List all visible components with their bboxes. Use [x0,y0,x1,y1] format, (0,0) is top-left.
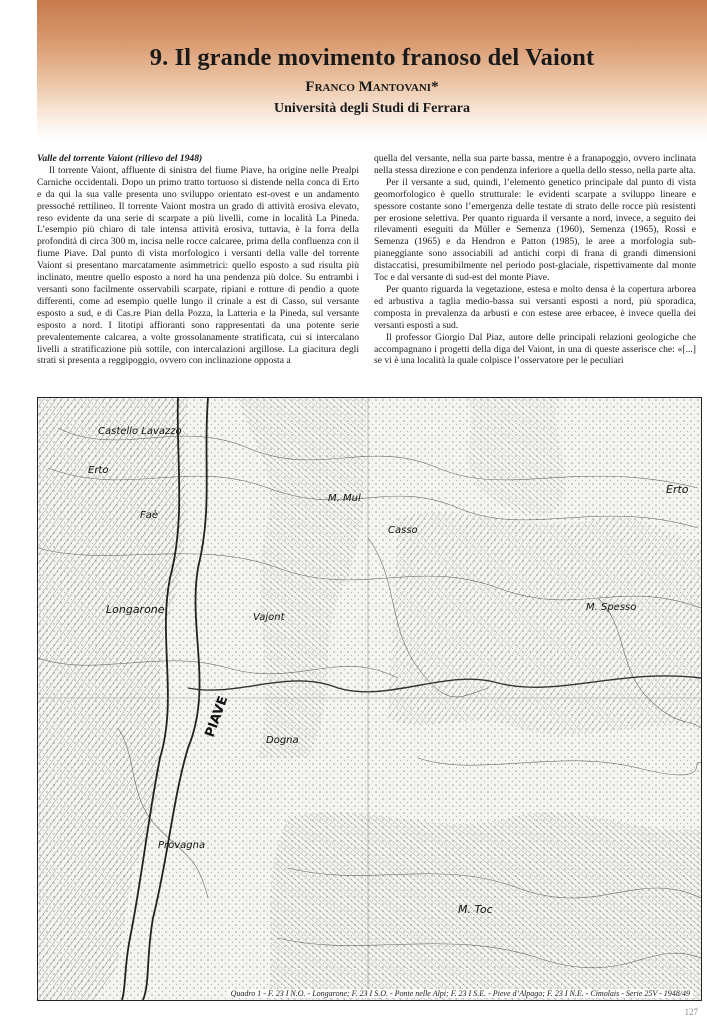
text-column-right [374,153,696,389]
author-name: Franco Mantovani* [305,79,439,95]
map-label-castello: Castello Lavazzo [98,426,182,437]
map-label-dogna: Dogna [266,735,299,746]
map-label-erto: Erto [88,465,109,476]
map-label-toc: M. Toc [458,903,493,916]
map-label-vajont: Vajont [253,612,285,623]
map-label-piave: PIAVE [202,694,232,740]
article-title: 9. Il grande movimento franoso del Vaiont [149,44,595,71]
map-label-fae: Faè [140,510,159,521]
page-number: 127 [684,1007,698,1017]
map-caption: Quadro 1 - F. 23 I N.O. - Longarone; F. 23 I S.O. - Ponte nelle Alpi; F. 23 I S.E. - Pieve d’Alpago; F. 23 I N.E. - Cimolais - Serie 25V - 1948/49 [228,989,693,998]
map-drawing [38,398,701,1000]
paragraph: quella del versante, nella sua parte bassa, mentre è a franapoggio, ovvero inclinata nella stessa direzione e con pendenza inferiore a quella dello stesso, nella parte alta. [374,153,696,176]
map-label-longarone: Longarone [106,603,165,616]
map-label-erto-east: Erto [666,483,689,496]
text-column-left [37,153,359,389]
paragraph: Per il versante a sud, quindi, l’elemento genetico principale dal punto di vista geomorfologico è quello strutturale: le evidenti scarpate a sviluppo lineare e spessore costante sono l’emergenza delle testate di strato delle rocce più resistenti per erosione selettiva. Per quanto riguarda il versante a nord, invece, a seguito dei rilevamenti eseguiti da Müller e Semenza (1960), Semenza (1965), Rossi e Semenza (1965) e da Hendron e Patton (1985), le aree a morfologia sub-pianeggiante sono associabili ad antichi corpi di frana di grandi dimensioni distaccatisi, presumibilmente nel periodo post-glaciale, rispettivamente dal monte Toc e dal versante di sud-est del monte Piave. [374,176,696,284]
map-label-spesso: M. Spesso [586,602,637,613]
paragraph: Il torrente Vaiont, affluente di sinistra del fiume Piave, ha origine nelle Prealpi Carniche occidentali. Dopo un primo tratto tortuoso si distende nella conca di Erto e da qui la sua valle presenta uno sviluppo orientato est-ovest e un andamento pressoché rettilineo. Il torrente Vaiont mostra un grado di attività erosiva elevato, reso evidente da una serie di scarpate a più livelli, come in località La Pineda. L’esempio più chiaro di tale intensa attività erosiva, tuttavia, è la forra della profondità di circa 300 m, incisa nelle rocce calcaree, prima della confluenza con il fiume Piave. Dal punto di vista morfologico i versanti della valle del torrente Vaiont si presentano marcatamente asimmetrici: quello esposto a sud risulta più inclinato, mentre quello esposto a nord ha una pendenza più dolce. Su entrambi i versanti sono facilmente osservabili scarpate, ripiani e rotture di pendio a quote differenti, come ad esempio quelle lungo il crinale a est di Casso, sul versante esposto a sud, e di Cas.re Pian della Pozza, la Latteria e la Pineda, sul versante esposto a nord. I litotipi affioranti sono rappresentati da una potente serie prevalentemente calcarea, a volte grossolanamente stratificata, cui si intercalano livelli a stratificazione più sottile, con intercalazioni argillose. La giacitura degli strati si presenta a reggipoggio, ovvero con inclinazione opposta a [37,164,359,367]
map-label-mul: M. Mul [328,493,361,504]
map-label-provagna: Provagna [158,840,206,851]
paragraph: Per quanto riguarda la vegetazione, estesa e molto densa è la copertura arborea ed arbustiva a taglia medio-bassa sui versanti esposti a nord, più sporadica, composta in prevalenza da arbusti e con estese aree erbacee, è invece quella dei versanti esposti a sud. [374,283,696,331]
map-label-casso: Casso [388,525,418,536]
topographic-map [37,397,702,1001]
paragraph: Il professor Giorgio Dal Piaz, autore delle principali relazioni geologiche che accompagnano i progetti della diga del Vaiont, in una di queste asserisce che: «[...] se vi è una località la quale colpisce l’osservatore per le peculiari [374,331,696,367]
section-subheading: Valle del torrente Vaiont (rilievo del 1948) [37,153,203,164]
author-affiliation: Università degli Studi di Ferrara [274,101,470,116]
